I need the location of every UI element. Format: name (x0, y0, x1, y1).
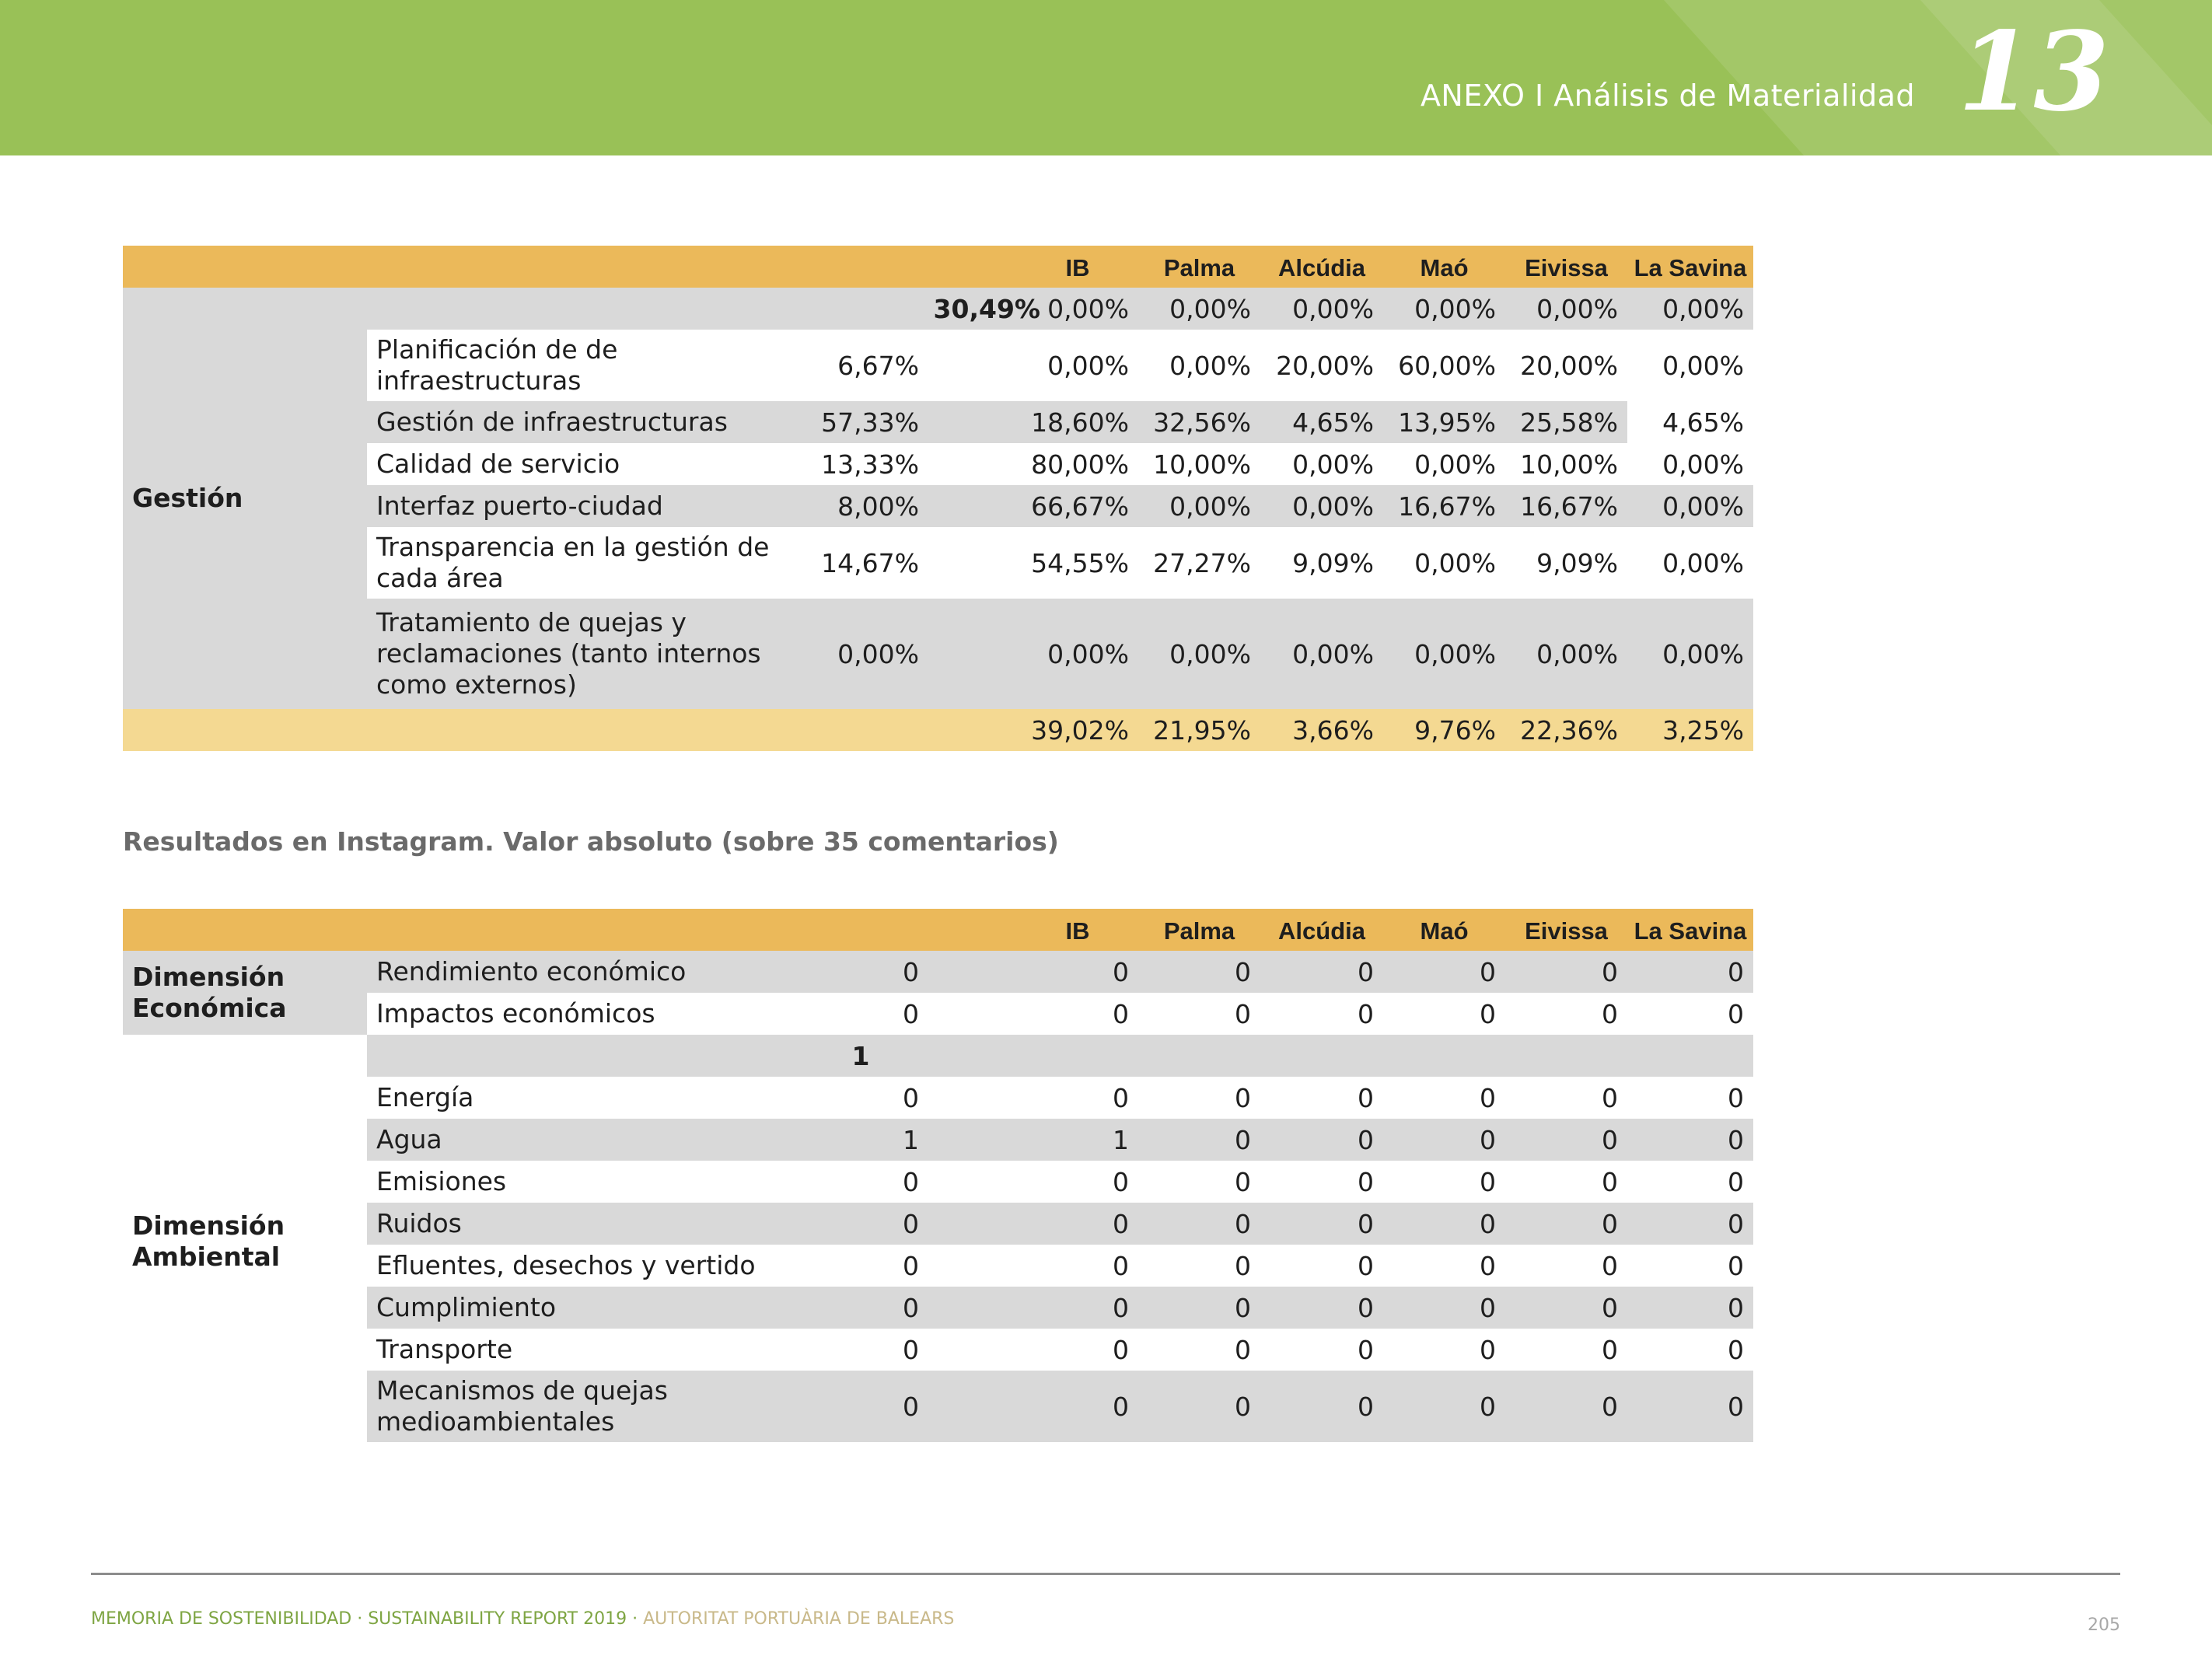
page-header-band (0, 0, 2212, 155)
table-cell: 0 (1602, 1334, 1618, 1365)
row-label: Efluentes, desechos y vertido (376, 1250, 756, 1280)
table-cell: 0 (903, 1250, 919, 1281)
column-header: IB (1065, 254, 1090, 281)
total-cell: 39,02% (1031, 714, 1129, 746)
table-cell: 0 (903, 1208, 919, 1239)
section-heading: ANEXO I Análisis de Materialidad (1420, 79, 1915, 113)
table-cell: 0 (903, 998, 919, 1029)
row-label: Agua (376, 1124, 442, 1154)
row-label: Tratamiento de quejas y reclamaciones (tanto internos como externos) (376, 607, 761, 700)
table-cell: 0,00% (1169, 350, 1251, 381)
table-cell: 0 (1113, 956, 1129, 987)
table-cell: 0 (1235, 1334, 1251, 1365)
table-cell: 1 (903, 1124, 919, 1155)
row-label: Transporte (376, 1334, 513, 1364)
table-cell: 0 (903, 1391, 919, 1422)
table-cell: 0,00% (1292, 293, 1374, 324)
table-cell: 4,65% (1292, 407, 1374, 438)
table-cell: 0 (1728, 1082, 1744, 1113)
table-cell: 0,00% (1169, 638, 1251, 669)
table-cell: 20,00% (1276, 350, 1374, 381)
column-header: Alcúdia (1278, 917, 1365, 945)
row-label: Rendimiento económico (376, 956, 687, 987)
table-cell: 0,00% (1662, 491, 1744, 522)
table-cell: 0 (903, 956, 919, 987)
table-cell: 4,65% (1662, 407, 1744, 438)
table-cell: 57,33% (821, 407, 919, 438)
table-cell: 0 (1728, 956, 1744, 987)
table-cell: 0 (1728, 1250, 1744, 1281)
table-cell: 0 (1235, 1391, 1251, 1422)
table-cell: 0 (1358, 1250, 1374, 1281)
table-cell: 0 (1358, 998, 1374, 1029)
column-header: Maó (1420, 917, 1469, 945)
table-cell: 0 (1602, 1166, 1618, 1197)
row-label: Calidad de servicio (376, 449, 620, 479)
table-row (367, 527, 1753, 599)
table-row (367, 1245, 1753, 1287)
table-cell: 8,00% (837, 491, 919, 522)
table-cell: 0 (1728, 1208, 1744, 1239)
table-row (367, 330, 1753, 401)
table-cell: 0 (1358, 1082, 1374, 1113)
table-cell: 0 (1235, 1208, 1251, 1239)
table-cell: 0 (1480, 1250, 1496, 1281)
table-cell: 0 (1480, 1208, 1496, 1239)
table-cell: 10,00% (1520, 449, 1618, 480)
table-cell: 54,55% (1031, 547, 1129, 578)
table-cell: 16,67% (1520, 491, 1618, 522)
table-header-row (123, 246, 1753, 288)
report-name: MEMORIA DE SOSTENIBILIDAD · SUSTAINABILITY REPORT 2019 · (91, 1609, 644, 1629)
table-cell: 0 (1602, 1391, 1618, 1422)
row-label: Impactos económicos (376, 998, 655, 1029)
column-header: IB (1065, 917, 1090, 945)
table-cell: 80,00% (1031, 449, 1129, 480)
table-row (367, 485, 1753, 527)
table-cell: 0,00% (1047, 350, 1129, 381)
table-cell: 0,00% (1292, 449, 1374, 480)
row-label: Ruidos (376, 1208, 462, 1238)
group-label: Gestión (132, 483, 243, 513)
table-cell: 0 (1728, 1334, 1744, 1365)
table-cell: 0 (1113, 1391, 1129, 1422)
table-cell: 14,67% (821, 547, 919, 578)
table-cell: 0 (1235, 1250, 1251, 1281)
table-cell: 10,00% (1153, 449, 1251, 480)
table-cell: 27,27% (1153, 547, 1251, 578)
table-cell: 0,00% (1292, 491, 1374, 522)
table-cell: 18,60% (1031, 407, 1129, 438)
table-cell: 0 (1480, 998, 1496, 1029)
table-cell: 0,00% (1536, 638, 1618, 669)
table-cell: 0 (1358, 1334, 1374, 1365)
table-row (367, 1329, 1753, 1371)
materiality-table-gestion (123, 246, 1753, 751)
table-cell: 0 (1113, 1082, 1129, 1113)
total-cell: 3,25% (1662, 714, 1744, 746)
table-cell: 0 (1602, 1292, 1618, 1323)
table-cell: 0 (1480, 1391, 1496, 1422)
column-header: La Savina (1634, 254, 1747, 281)
table-cell: 16,67% (1398, 491, 1496, 522)
row-label: Transparencia en la gestión de cada área (376, 532, 770, 593)
table-cell: 0 (1602, 1208, 1618, 1239)
table-cell: 0 (1480, 1166, 1496, 1197)
table-cell: 0 (1235, 998, 1251, 1029)
page-number: 205 (2088, 1615, 2120, 1635)
table-cell: 0 (1728, 1124, 1744, 1155)
table-cell: 0,00% (1169, 491, 1251, 522)
table-cell: 66,67% (1031, 491, 1129, 522)
table-cell: 1 (1113, 1124, 1129, 1155)
table-cell: 0 (1358, 956, 1374, 987)
table-cell: 0,00% (1047, 293, 1129, 324)
table-cell: 9,09% (1536, 547, 1618, 578)
table-row (367, 1203, 1753, 1245)
table-cell: 0,00% (1536, 293, 1618, 324)
table-cell: 32,56% (1153, 407, 1251, 438)
table-cell: 0 (1235, 1082, 1251, 1113)
table-cell: 0,00% (1414, 293, 1496, 324)
column-header: Palma (1163, 254, 1235, 281)
chapter-number: 13 (1958, 9, 2109, 136)
row-label: Cumplimiento (376, 1292, 557, 1322)
table-cell: 0 (903, 1166, 919, 1197)
table-row (367, 599, 1753, 709)
table-cell: 0 (1602, 1250, 1618, 1281)
table-cell: 0 (1480, 1124, 1496, 1155)
footer-divider (91, 1573, 2120, 1575)
column-header: La Savina (1634, 917, 1747, 945)
row-label: Interfaz puerto-ciudad (376, 491, 663, 521)
total-cell: 9,76% (1414, 714, 1496, 746)
table-cell: 0,00% (1662, 638, 1744, 669)
table-row (367, 443, 1753, 485)
totals-row (123, 709, 1753, 751)
table-cell: 0 (1602, 1124, 1618, 1155)
group-label: Dimensión Ambiental (132, 1210, 285, 1272)
instagram-results-table (123, 909, 1753, 1448)
table-cell: 0 (903, 1292, 919, 1323)
total-cell: 22,36% (1520, 714, 1618, 746)
table-cell: 13,33% (821, 449, 919, 480)
group-label: Dimensión Económica (132, 962, 287, 1023)
table-cell: 0,00% (1662, 449, 1744, 480)
total-cell: 21,95% (1153, 714, 1251, 746)
table-cell: 0,00% (837, 638, 919, 669)
column-header: Eivissa (1525, 917, 1608, 945)
column-header: Eivissa (1525, 254, 1608, 281)
row-label: Planificación de de infraestructuras (376, 334, 618, 396)
table-cell: 9,09% (1292, 547, 1374, 578)
group-total: 1 (851, 1040, 870, 1071)
table-cell: 0 (1480, 1292, 1496, 1323)
table-header-row (123, 909, 1753, 951)
table-cell: 0 (1480, 1334, 1496, 1365)
organization-name: AUTORITAT PORTUÀRIA DE BALEARS (643, 1609, 955, 1629)
column-header: Alcúdia (1278, 254, 1365, 281)
table-cell: 0 (1113, 1208, 1129, 1239)
table-cell: 0 (1358, 1208, 1374, 1239)
table-cell: 0,00% (1292, 638, 1374, 669)
table-cell: 0,00% (1047, 638, 1129, 669)
table-cell: 0,00% (1414, 449, 1496, 480)
column-header: Palma (1163, 917, 1235, 945)
table-cell: 0 (1235, 956, 1251, 987)
table-cell: 0 (1602, 1082, 1618, 1113)
table-cell: 0 (1113, 1166, 1129, 1197)
table-cell: 0,00% (1662, 350, 1744, 381)
row-label: Energía (376, 1082, 474, 1112)
row-label: Mecanismos de quejas medioambientales (376, 1375, 668, 1437)
table-cell: 0 (1728, 1166, 1744, 1197)
table-cell: 20,00% (1520, 350, 1618, 381)
table-row (367, 1287, 1753, 1329)
table-cell: 0 (1358, 1166, 1374, 1197)
footer-text (91, 1609, 954, 1629)
table-cell: 0 (1113, 1250, 1129, 1281)
table-cell: 0,00% (1414, 547, 1496, 578)
row-label: Gestión de infraestructuras (376, 407, 728, 437)
table-cell: 0,00% (1662, 293, 1744, 324)
table-cell: 6,67% (837, 350, 919, 381)
table-cell: 0 (1480, 1082, 1496, 1113)
section-title: Resultados en Instagram. Valor absoluto (sobre 35 comentarios) (123, 826, 1059, 857)
table-row (367, 1035, 1753, 1077)
table-row (367, 288, 1753, 330)
table-cell: 0 (1113, 1292, 1129, 1323)
table-cell: 0,00% (1662, 547, 1744, 578)
table-row (367, 1119, 1753, 1161)
table-cell: 0 (1235, 1166, 1251, 1197)
table-cell: 0 (1235, 1124, 1251, 1155)
table-cell: 60,00% (1398, 350, 1496, 381)
row-label: Emisiones (376, 1166, 507, 1196)
table-cell: 0 (903, 1334, 919, 1365)
table-row (367, 951, 1753, 993)
table-cell: 0 (1480, 956, 1496, 987)
table-cell: 0 (1358, 1124, 1374, 1155)
table-cell: 0,00% (1414, 638, 1496, 669)
table-cell: 25,58% (1520, 407, 1618, 438)
table-cell: 0 (1358, 1292, 1374, 1323)
table-cell: 0 (1602, 998, 1618, 1029)
table-row (367, 1161, 1753, 1203)
table-cell: 0 (1113, 998, 1129, 1029)
table-cell: 0 (1358, 1391, 1374, 1422)
table-row (367, 1371, 1753, 1442)
table-cell: 0,00% (1169, 293, 1251, 324)
total-cell: 3,66% (1292, 714, 1374, 746)
table-cell: 0 (1602, 956, 1618, 987)
table-row (367, 1077, 1753, 1119)
table-cell: 0 (1113, 1334, 1129, 1365)
table-cell: 0 (1235, 1292, 1251, 1323)
table-cell: 0 (1728, 1292, 1744, 1323)
column-header: Maó (1420, 254, 1469, 281)
table-row (367, 401, 1753, 443)
group-total: 30,49% (933, 293, 1040, 324)
table-cell: 13,95% (1398, 407, 1496, 438)
table-cell: 0 (903, 1082, 919, 1113)
table-cell: 0 (1728, 998, 1744, 1029)
table-row (367, 993, 1753, 1035)
table-cell: 0 (1728, 1391, 1744, 1422)
